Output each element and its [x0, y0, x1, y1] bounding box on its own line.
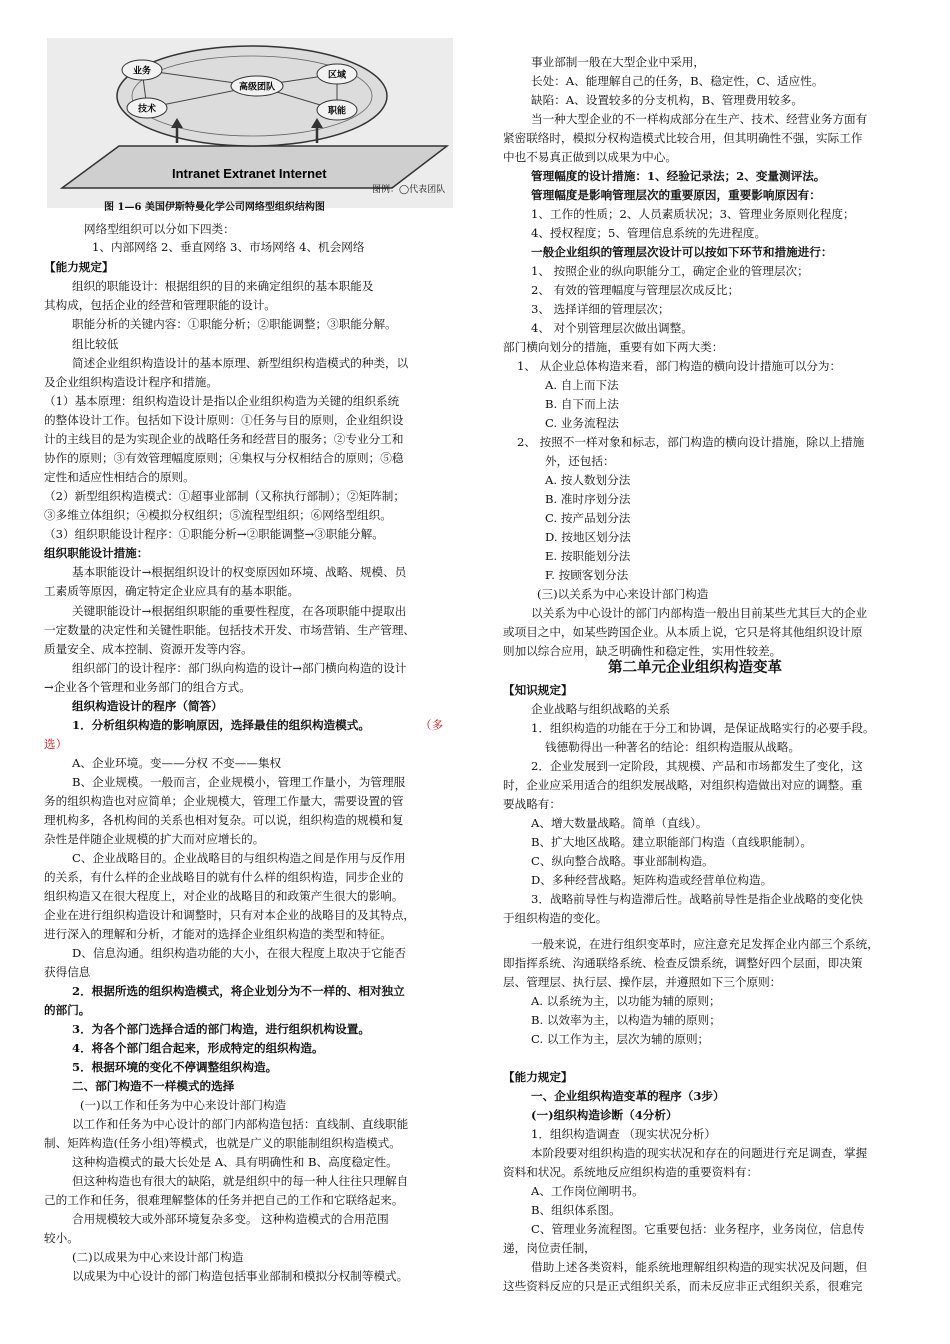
- text-line: 组织的职能设计：根据组织的目的来确定组织的基本职能及: [72, 279, 374, 293]
- text-line: 企业在进行组织构造设计和调整时，只有对本企业的战略目的及其特点，: [44, 908, 416, 922]
- text-line: 则加以综合应用，缺乏明确性和稳定性，实用性较差。: [503, 644, 782, 658]
- text-line: C. 业务流程法: [545, 416, 619, 430]
- text-line: 部门横向划分的措施，重要有如下两大类：: [503, 340, 724, 354]
- text-line: B. 以效率为主，以构造为辅的原则；: [531, 1013, 721, 1027]
- bold-text-line: 【能力规定】: [503, 1070, 573, 1084]
- text-line: 当一种大型企业的不一样构成部分在生产、技术、经营业务方面有: [531, 112, 868, 126]
- text-line: 但这种构造也有很大的缺陷，就是组织中的每一种人往往只理解自: [72, 1174, 409, 1188]
- text-line: 或项目之中，如某些跨国企业。从本质上说，它只是将其他组织设计原: [503, 625, 863, 639]
- team-bubble-label: 职能: [327, 106, 347, 117]
- text-line: 组织部门的设计程序：部门纵向构造的设计→部门横向构造的设计: [72, 661, 407, 675]
- text-line: （1）基本原理：组织构造设计是指以企业组织构造为关键的组织系统: [44, 394, 400, 408]
- text-line: 于组织构造的变化。: [503, 911, 608, 925]
- text-line: （3）组织职能设计程序：①职能分析→②职能调整→③职能分解。: [44, 527, 384, 541]
- text-line: 以关系为中心设计的部门内部构造一般出目前某些尤其巨大的企业: [531, 606, 868, 620]
- text-line: ③多维立体组织；④模拟分权组织；⑤流程型组织；⑥网络型组织。: [44, 508, 392, 522]
- text-line: 网络型组织可以分如下四类：: [84, 222, 235, 236]
- text-line: 较小。: [44, 1231, 79, 1245]
- text-line: 企业战略与组织战略的关系: [531, 702, 671, 716]
- bold-text-line: 【知识规定】: [503, 683, 573, 697]
- text-line: 2．企业发展到一定阶段，其规模、产品和市场都发生了变化，这: [531, 759, 864, 773]
- text-line: D、多种经营战略。矩阵构造或经营单位构造。: [531, 873, 773, 887]
- text-line: 借助上述各类资料，能系统地理解组织构造的现实状况及问题，但: [531, 1260, 868, 1274]
- text-line: 1．组织构造的功能在于分工和协调，是保证战略实行的必要手段。: [531, 721, 875, 735]
- text-line: D、信息沟通。组织构造功能的大小，在很大程度上取决于它能否: [72, 946, 406, 960]
- text-line: C、纵向整合战略。事业部制构造。: [531, 854, 714, 868]
- team-bubble-label: 技术: [137, 104, 157, 115]
- text-line: 长处：A、能理解自己的任务，B、稳定性，C、适应性。: [531, 74, 824, 88]
- text-line: 时，企业应采用适合的组织发展战略，对组织构造做出对应的调整。重: [503, 778, 863, 792]
- text-line: 的整体设计工作。包括如下设计原则：①任务与目的原则，企业组织设: [44, 413, 404, 427]
- bold-text-line: (一)组织构造诊断（4分析）: [531, 1108, 678, 1122]
- text-line: C、企业战略目的。企业战略目的与组织构造之间是作用与反作用: [72, 851, 406, 865]
- figure-legend: 图例：◯代表团队: [372, 185, 446, 195]
- text-line: 事业部制一般在大型企业中采用，: [531, 55, 705, 69]
- bold-text-line: 3．为各个部门选择合适的部门构造，进行组织机构设置。: [72, 1022, 370, 1036]
- text-line: 关键职能设计→根据组织职能的重要性程度，在各项职能中提取出: [72, 604, 407, 618]
- text-line: A、增大数量战略。简单（直线）。: [531, 816, 708, 830]
- text-line: 1、 从企业总体构造来看，部门构造的横向设计措施可以分为：: [517, 359, 842, 373]
- text-line: 1、内部网络 2、垂直网络 3、市场网络 4、机会网络: [92, 240, 365, 254]
- text-line: 己的工作和任务，很难理解整体的任务并把自己的工作和它联络起来。: [44, 1193, 404, 1207]
- text-line: 制、矩阵构造(任务小组)等模式，也就是广义的职能制组织构造模式。: [44, 1136, 401, 1150]
- section-heading: 第二单元企业组织构造变革: [608, 659, 782, 676]
- bold-text-line: 二、部门构造不一样模式的选择: [72, 1079, 235, 1093]
- text-line: 职能分析的关键内容：①职能分析；②职能调整；③职能分解。: [72, 317, 397, 331]
- figure-caption: 图 1—6 美国伊斯特曼化学公司网络型组织结构图: [104, 202, 325, 213]
- text-line: 的关系，有什么样的企业战略目的就有什么样的组织构造，同步企业的: [44, 870, 404, 884]
- text-line: 其构成，包括企业的经营和管理职能的设计。: [44, 298, 276, 312]
- text-line: (三)以关系为中心来设计部门构造: [537, 587, 709, 601]
- text-line: 以工作和任务为中心设计的部门内部构造包括：直线制、直线职能: [72, 1117, 409, 1131]
- bold-text-line: 1．分析组织构造的影响原因，选择最佳的组织构造模式。: [72, 718, 370, 732]
- text-line: 定性和适应性相结合的原则。: [44, 470, 195, 484]
- text-line: 工素质等原因，确定特定企业应具有的基本职能。: [44, 584, 300, 598]
- text-line: 合用规模较大或外部环境复杂多变。 这种构造模式的合用范围: [72, 1212, 389, 1226]
- bold-text-line: 组织职能设计措施：: [44, 546, 149, 560]
- team-bubble-label: 业务: [132, 66, 152, 77]
- text-line: 钱德勒得出一种著名的结论：组织构造服从战略。: [545, 740, 801, 754]
- text-line: 3．战略前导性与构造滞后性。战略前导性是指企业战略的变化快: [531, 892, 864, 906]
- text-line: F. 按顾客划分法: [545, 568, 629, 582]
- text-line: E. 按职能划分法: [545, 549, 631, 563]
- text-line: 即指挥系统、沟通联络系统、检查反馈系统，调整好四个层面，即决策: [503, 956, 863, 970]
- text-line: 杂性是伴随企业规模的扩大而对应增长的。: [44, 832, 265, 846]
- bold-text-line: 一、企业组织构造变革的程序（3步）: [531, 1089, 725, 1103]
- text-line: 获得信息: [44, 965, 91, 979]
- text-line: 4、授权程度；5、管理信息系统的先进程度。: [531, 226, 767, 240]
- bold-text-line: 2．根据所选的组织构造模式，将企业划分为不一样的、相对独立: [72, 984, 405, 998]
- bold-text-line: 5．根据环境的变化不停调整组织构造。: [72, 1060, 278, 1074]
- text-line: 要战略有：: [503, 797, 561, 811]
- text-line: 理机构多，各机构间的关系也相对复杂。可以说，组织构造的规模和复: [44, 813, 404, 827]
- text-line: D. 按地区划分法: [545, 530, 631, 544]
- text-line: 及企业组织构造设计程序和措施。: [44, 375, 218, 389]
- text-line: 组织构造又在很大程度上，对企业的战略目的和政策产生很大的影响。: [44, 889, 404, 903]
- text-line: 基本职能设计→根据组织设计的权变原因如环境、战略、规模、员: [72, 565, 407, 579]
- text-line: 4、 对个别管理层次做出调整。: [531, 321, 693, 335]
- text-line: 1、工作的性质；2、人员素质状况；3、管理业务原则化程度；: [531, 207, 855, 221]
- text-line: 质量安全、成本控制、资源开发等内容。: [44, 642, 253, 656]
- text-line: 1．组织构造调查 （现实状况分析）: [531, 1127, 716, 1141]
- bold-text-line: 的部门。: [44, 1003, 91, 1017]
- text-line: C、管理业务流程图。它重要包括：业务程序，业务岗位，信息传: [531, 1222, 865, 1236]
- text-line: 务的组织构造也对应简单；企业规模大，管理工作量大，需要设置的管: [44, 794, 404, 808]
- text-line: →企业各个管理和业务部门的组合方式。: [44, 680, 251, 694]
- text-line: 计的主线目的是为实现企业的战略任务和经营目的服务；②专业分工和: [44, 432, 404, 446]
- text-line: (二)以成果为中心来设计部门构造: [72, 1250, 244, 1264]
- text-line: A、企业环境。变——分权 不变——集权: [72, 756, 282, 770]
- team-bubble-label: 区域: [327, 70, 347, 81]
- text-line: B、扩大地区战略。建立职能部门构造（直线职能制）。: [531, 835, 812, 849]
- text-line: 这些资料反应的只是正式组织关系，而未反应非正式组织关系，很难完: [503, 1279, 863, 1293]
- text-line: 一般来说，在进行组织变革时，应注意充足发挥企业内部三个系统，: [531, 937, 879, 951]
- text-line: (一)以工作和任务为中心来设计部门构造: [80, 1098, 287, 1112]
- text-line: B、组织体系图。: [531, 1203, 621, 1217]
- text-line: 简述企业组织构造设计的基本原理、新型组织构造模式的种类，以: [72, 356, 409, 370]
- text-line: （多: [420, 718, 444, 732]
- bold-text-line: 【能力规定】: [44, 260, 114, 274]
- text-line: 一定数量的决定性和关键性职能。包括技术开发、市场营销、生产管理、: [44, 623, 416, 637]
- text-line: 以成果为中心设计的部门构造包括事业部制和模拟分权制等模式。: [72, 1269, 409, 1283]
- team-bubble-label: 高级团队: [238, 82, 276, 93]
- text-line: 中也不易真正做到以成果为中心。: [503, 150, 677, 164]
- text-line: A. 按人数划分法: [545, 473, 631, 487]
- bold-text-line: 4．将各个部门组合起来，形成特定的组织构造。: [72, 1041, 324, 1055]
- text-line: 外，还包括：: [545, 454, 615, 468]
- text-line: B、企业规模。一般而言，企业规模小，管理工作量小，为管理服: [72, 775, 406, 789]
- text-line: （2）新型组织构造模式：①超事业部制（又称执行部制）；②矩阵制；: [44, 489, 405, 503]
- bold-text-line: 组织构造设计的程序（简答）: [72, 699, 223, 713]
- text-line: 3、 选择详细的管理层次；: [531, 302, 670, 316]
- text-line: B. 准时序划分法: [545, 492, 631, 506]
- text-line: 1、 按照企业的纵向职能分工，确定企业的管理层次；: [531, 264, 809, 278]
- text-line: A. 自上而下法: [545, 378, 619, 392]
- text-line: 协作的原则；③有效管理幅度原则；④集权与分权相结合的原则；⑤稳: [44, 451, 404, 465]
- text-line: 递，岗位责任制，: [503, 1241, 596, 1255]
- text-line: 组比较低: [72, 337, 119, 351]
- text-line: 层、管理层、执行层、操作层，并遵照如下三个原则：: [503, 975, 782, 989]
- network-label: Intranet Extranet Internet: [172, 166, 327, 181]
- text-line: 2、 有效的管理幅度与管理层次成反比；: [531, 283, 740, 297]
- text-line: 紧密联络时，模拟分权构造模式比较合用，但其明确性不强，实际工作: [503, 131, 863, 145]
- text-line: 资料和状况。系统地反应组织构造的重要资料有：: [503, 1165, 759, 1179]
- text-line: B. 自下而上法: [545, 397, 619, 411]
- bold-text-line: 管理幅度是影响管理层次的重要原因，重要影响原因有：: [531, 188, 821, 202]
- text-line: 选）: [44, 737, 68, 751]
- bold-text-line: 管理幅度的设计措施：1、经验记录法；2、变量测评法。: [531, 169, 826, 183]
- text-line: 缺陷：A、设置较多的分支机构，B、管理费用较多。: [531, 93, 803, 107]
- text-line: 进行深入的理解和分析，才能对的选择企业组织构造的类型和特征。: [44, 927, 392, 941]
- text-line: A. 以系统为主，以功能为辅的原则；: [531, 994, 721, 1008]
- text-line: 2、 按照不一样对象和标志，部门构造的横向设计措施，除以上措施: [517, 435, 865, 449]
- text-line: A、工作岗位阐明书。: [531, 1184, 644, 1198]
- text-line: 本阶段要对组织构造的现实状况和存在的问题进行充足调查，掌握: [531, 1146, 868, 1160]
- text-line: 这种构造模式的最大长处是 A、具有明确性和 B、高度稳定性。: [72, 1155, 398, 1169]
- text-line: C. 以工作为主，层次为辅的原则；: [531, 1032, 710, 1046]
- bold-text-line: 一般企业组织的管理层次设计可以按如下环节和措施进行：: [531, 245, 833, 259]
- text-line: C. 按产品划分法: [545, 511, 631, 525]
